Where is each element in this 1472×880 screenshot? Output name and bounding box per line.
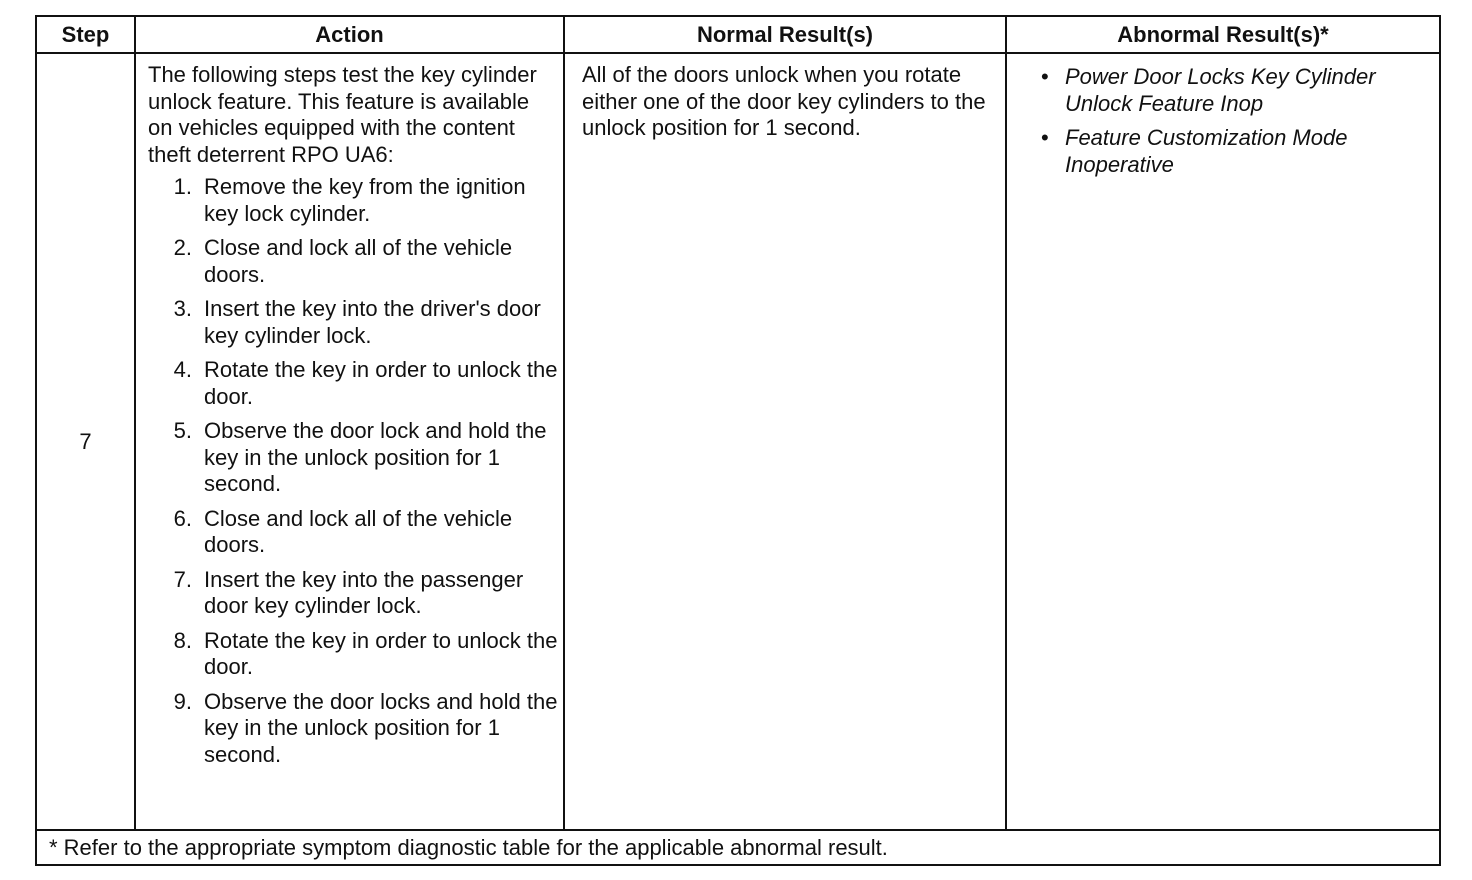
action-step-item [136,174,563,227]
normal-result-cell [565,54,1005,142]
action-step-item [136,296,563,349]
abnormal-result-item [1007,125,1439,178]
bullet-icon: • [1041,125,1049,150]
step-item-text: Remove the key from the ignition key lock cylinder. [204,174,526,226]
abnormal-result-cell [1007,54,1439,186]
step-item-text: Close and lock all of the vehicle doors. [204,505,513,557]
header-abnormal-results: Abnormal Result(s)* [1117,22,1329,47]
abnormal-result-text: Feature Customization Mode Inoperative [1065,125,1348,177]
step-item-number: 8. [173,627,192,653]
step-item-text: Insert the key into the driver's door key cylinder lock. [204,296,541,348]
action-cell [136,54,563,776]
action-step-item [136,689,563,769]
step-item-number: 9. [173,688,192,714]
table-header [37,17,1439,54]
action-step-item [136,628,563,681]
step-item-text: Close and lock all of the vehicle doors. [204,235,513,287]
step-item-number: 4. [173,357,192,382]
diagnostic-table [35,15,1441,866]
header-step: Step [61,22,110,47]
bullet-icon: • [1041,64,1049,89]
action-step-item [136,235,563,288]
footnote: * Refer to the appropriate symptom diagnostic table for the applicable abnormal result. [49,835,888,860]
abnormal-results-list [1007,64,1439,178]
action-step-item [136,506,563,559]
step-number: 7 [79,429,92,454]
header-normal-results: Normal Result(s) [696,22,874,47]
footnote-divider [37,829,1439,831]
action-step-item [136,357,563,410]
action-step-item [136,418,563,498]
normal-result-text: All of the doors unlock when you rotate either one of the door key cylinders to the unlock position for 1 second. [582,62,986,140]
step-item-number: 1. [173,174,192,199]
abnormal-result-item [1007,64,1439,117]
action-intro: The following steps test the key cylinder unlock feature. This feature is available on vehicles equipped with the content theft deterrent RPO UA6: [148,62,537,167]
step-item-number: 6. [173,505,192,531]
step-item-text: Insert the key into the passenger door key cylinder lock. [204,566,524,618]
header-action: Action [315,22,384,47]
step-item-text: Observe the door locks and hold the key in the unlock position for 1 second. [204,688,558,767]
step-item-text: Observe the door lock and hold the key in the unlock position for 1 second. [204,418,547,496]
action-step-item [136,567,563,620]
step-item-number: 3. [173,296,192,321]
step-item-text: Rotate the key in order to unlock the door. [204,627,558,679]
step-item-number: 2. [173,235,192,260]
step-item-number: 5. [173,418,192,443]
step-item-text: Rotate the key in order to unlock the door. [204,357,558,409]
step-item-number: 7. [173,566,192,592]
action-steps-list [136,174,563,768]
abnormal-result-text: Power Door Locks Key Cylinder Unlock Feature Inop [1065,64,1376,116]
